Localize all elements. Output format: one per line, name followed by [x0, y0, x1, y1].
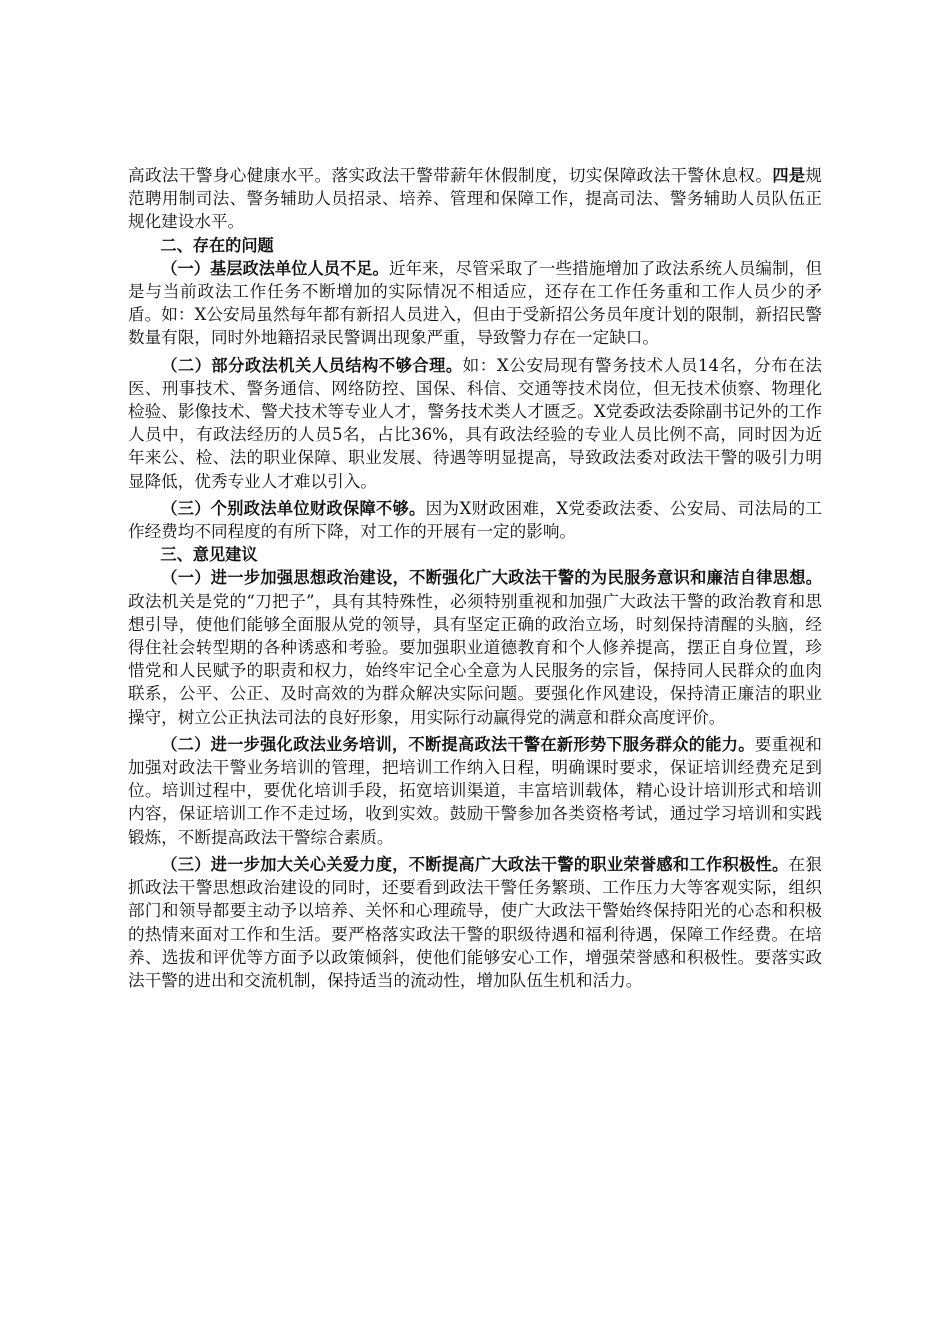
bold-lead: （二）部分政法机关人员结构不够合理。 — [161, 355, 463, 375]
suggestion-paragraph-3 — [128, 853, 822, 992]
paragraph-text: 政法机关是党的“刀把子”，具有其特殊性，必须特别重视和加强广大政法干警的政治教育和思想引导，使他们能够全面服从党的领导，具有坚定正确的政治立场，时刻保持清醒的头脑，经得住社会转型期的各种诱惑和考验。要加强职业道德教育和个人修养提高，摆正自身位置，珍惜党和人民赋予的职责和权力，始终牢记全心全意为人民服务的宗旨，保持同人民群众的血肉联系，公平、公正、及时高效的为群众解决实际问题。要强化作风建设，保持清正廉洁的职业操守，树立公正执法司法的良好形象，用实际行动赢得党的满意和群众高度评价。 — [128, 591, 822, 727]
paragraph-text: 要重视和加强对政法干警业务培训的管理，把培训工作纳入日程，明确课时要求，保证培训经费充足到位。培训过程中，要优化培训手段，拓宽培训渠道，丰富培训载体，精心设计培训形式和培训内容，保证培训工作不走过场，收到实效。鼓励干警参加各类资格考试，通过学习培训和实践锻炼，不断提高政法干警综合素质。 — [128, 734, 823, 847]
bold-lead: 四是 — [772, 166, 806, 185]
section-heading-problems: 二、存在的问题 — [160, 235, 274, 255]
suggestion-paragraph-1 — [128, 566, 822, 728]
paragraph-text: 规范聘用制司法、警务辅助人员招录、培养、管理和保障工作，提高司法、警务辅助人员队伍正规化建设水平。 — [128, 166, 823, 232]
paragraph-continuation — [128, 164, 822, 234]
bold-lead: （三）个别政法单位财政保障不够。 — [161, 498, 426, 518]
bold-lead: （三）进一步加大关心关爱力度，不断提高广大政法干警的职业荣誉感和工作积极性。 — [161, 854, 789, 874]
bold-lead: （一）进一步加强思想政治建设，不断强化广大政法干警的为民服务意识和廉洁自律思想。 — [161, 568, 822, 588]
section-heading-suggestions: 三、意见建议 — [160, 545, 258, 565]
paragraph-text: 如：X公安局现有警务技术人员14名，分布在法医、刑事技术、警务通信、网络防控、国保、科信、交通等技术岗位，但无技术侦察、物理化检验、影像技术、警犬技术等专业人才，警务技术类人才匮乏。X党委政法委除副书记外的工作人员中，有政法经历的人员5名，占比36%，具有政法经验的专业人员比例不高，同时因为近年来公、检、法的职业保障、职业发展、待遇等明显提高，导致政法委对政法干警的吸引力明显降低，优秀专业人才难以引入。 — [128, 355, 823, 491]
document-body — [128, 164, 822, 992]
problem-paragraph-3 — [128, 497, 822, 543]
suggestion-paragraph-2 — [128, 733, 822, 849]
paragraph-text: 因为X财政困难，X党委政法委、公安局、司法局的工作经费均不同程度的有所下降，对工作的开展有一定的影响。 — [128, 498, 822, 542]
bold-lead: （二）进一步强化政法业务培训，不断提高政法干警在新形势下服务群众的能力。 — [161, 734, 755, 754]
paragraph-text: 近年来，尽管采取了一些措施增加了政法系统人员编制，但是与当前政法工作任务不断增加的实际情况不相适应，还存在工作任务重和工作人员少的矛盾。如：X公安局虽然每年都有新招人员进入，但由于受新招公务员年度计划的限制，新招民警数量有限，同时外地籍招录民警调出现象严重，导致警力存在一定缺口。 — [128, 258, 823, 348]
paragraph-text: 在狠抓政法干警思想政治建设的同时，还要看到政法干警任务繁琐、工作压力大等客观实际，组织部门和领导都要主动予以培养、关怀和心理疏导，使广大政法干警始终保持阳光的心态和积极的热情来面对工作和生活。要严格落实政法干警的职级待遇和福利待遇，保障工作经费。在培养、选拔和评优等方面予以政策倾斜，使他们能够安心工作，增强荣誉感和积极性。要落实政法干警的进出和交流机制，保持适当的流动性，增加队伍生机和活力。 — [128, 854, 823, 990]
bold-lead: （一）基层政法单位人员不足。 — [161, 258, 389, 278]
problem-paragraph-2 — [128, 354, 822, 493]
paragraph-text: 高政法干警身心健康水平。落实政法干警带薪年休假制度，切实保障政法干警休息权。 — [128, 166, 773, 185]
problem-paragraph-1 — [128, 257, 822, 350]
